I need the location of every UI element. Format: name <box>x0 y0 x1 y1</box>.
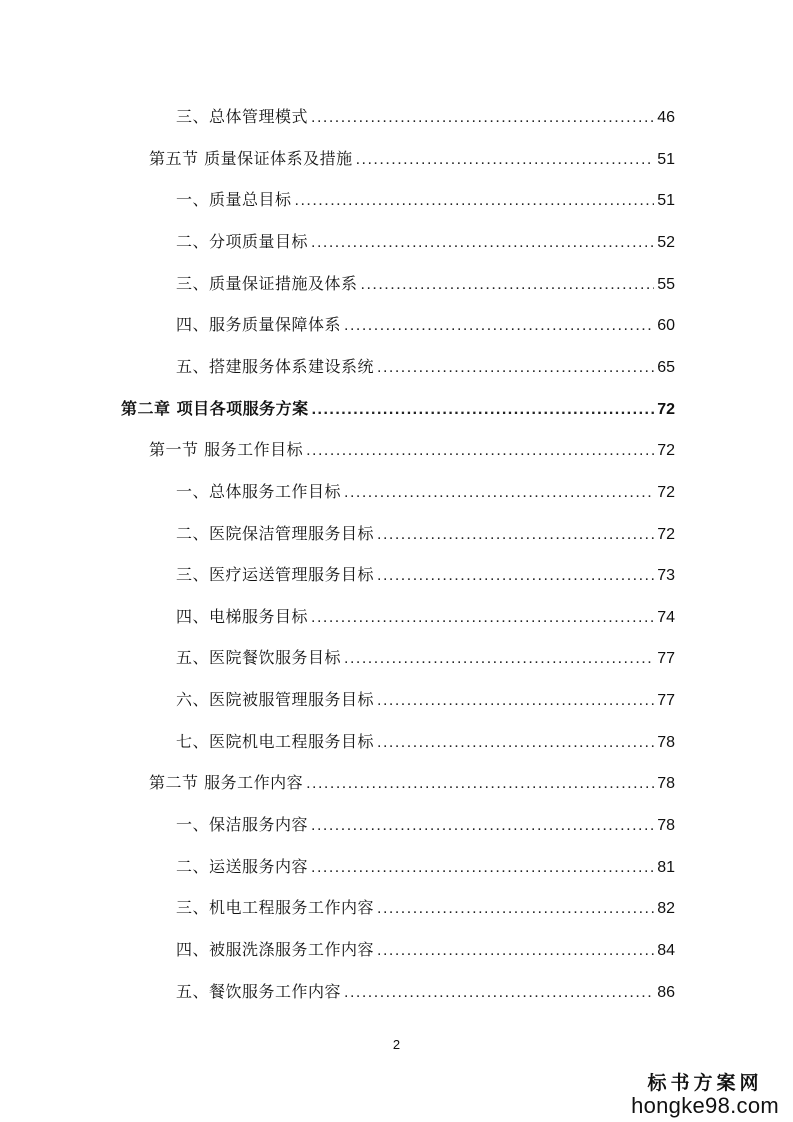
dot-leader <box>306 774 654 794</box>
dot-leader <box>377 566 654 586</box>
toc-entry-title: 七、医院机电工程服务目标 <box>176 732 375 751</box>
toc-entry-title: 二、运送服务内容 <box>176 857 309 876</box>
toc-entry-page: 82 <box>657 900 675 917</box>
toc-entry-title: 三、医疗运送管理服务目标 <box>176 565 375 584</box>
toc-entry-title: 五、餐饮服务工作内容 <box>176 982 342 1001</box>
toc-entry-page: 72 <box>657 484 675 501</box>
dot-leader <box>344 649 654 669</box>
dot-leader <box>312 400 655 420</box>
dot-leader <box>306 441 654 461</box>
toc-entry-page: 84 <box>657 942 675 959</box>
dot-leader <box>344 316 654 336</box>
toc-entry-title: 一、保洁服务内容 <box>176 815 309 834</box>
toc-entry-title: 一、总体服务工作目标 <box>176 482 342 501</box>
toc-entry-page: 65 <box>657 359 675 376</box>
toc-entry[interactable] <box>176 565 675 586</box>
toc-entry-page: 78 <box>657 817 675 834</box>
toc-entry-title: 三、机电工程服务工作内容 <box>176 898 375 917</box>
toc-entry-title: 四、服务质量保障体系 <box>176 315 342 334</box>
toc-entry-title: 三、质量保证措施及体系 <box>176 274 358 293</box>
dot-leader <box>377 733 654 753</box>
toc-entry-title: 第二章 项目各项服务方案 <box>121 399 309 418</box>
toc-entry[interactable] <box>176 315 675 336</box>
dot-leader <box>377 899 654 919</box>
toc-entry[interactable] <box>176 357 675 378</box>
dot-leader <box>311 816 654 836</box>
dot-leader <box>361 275 655 295</box>
dot-leader <box>344 483 654 503</box>
toc-entry-title: 一、质量总目标 <box>176 190 292 209</box>
dot-leader <box>311 108 654 128</box>
toc-entry-page: 86 <box>657 984 675 1001</box>
toc-entry-title: 二、医院保洁管理服务目标 <box>176 524 375 543</box>
watermark-url: hongke98.com <box>631 1093 779 1118</box>
dot-leader <box>344 983 654 1003</box>
toc-entry-page: 72 <box>657 526 675 543</box>
toc-entry[interactable] <box>176 982 675 1003</box>
toc-entry[interactable] <box>176 690 675 711</box>
toc-entry-title: 三、总体管理模式 <box>176 107 309 126</box>
dot-leader <box>377 691 654 711</box>
toc-entry[interactable] <box>176 815 675 836</box>
toc-entry-page: 60 <box>657 317 675 334</box>
toc-entry-page: 77 <box>657 692 675 709</box>
toc-entry-title: 二、分项质量目标 <box>176 232 309 251</box>
dot-leader <box>356 150 655 170</box>
toc-entry[interactable] <box>176 232 675 253</box>
toc-entry[interactable] <box>176 898 675 919</box>
toc-entry-title: 四、电梯服务目标 <box>176 607 309 626</box>
toc-entry[interactable] <box>176 648 675 669</box>
toc-entry-page: 51 <box>657 192 675 209</box>
toc-entry[interactable] <box>176 857 675 878</box>
toc-entry-page: 74 <box>657 609 675 626</box>
toc-entry-title: 第五节 质量保证体系及措施 <box>149 149 353 168</box>
toc-entry[interactable] <box>176 524 675 545</box>
toc-entry[interactable] <box>149 440 675 461</box>
toc-entry[interactable] <box>176 190 675 211</box>
toc-entry[interactable] <box>176 274 675 295</box>
toc-entry-page: 81 <box>657 859 675 876</box>
toc-entry-page: 77 <box>657 650 675 667</box>
toc-entry-title: 四、被服洗涤服务工作内容 <box>176 940 375 959</box>
toc-entry-page: 55 <box>657 276 675 293</box>
toc-entry-page: 73 <box>657 567 675 584</box>
dot-leader <box>311 858 654 878</box>
dot-leader <box>295 191 655 211</box>
toc-entry[interactable] <box>176 607 675 628</box>
toc-entry[interactable] <box>149 773 675 794</box>
toc-entry-page: 51 <box>657 151 675 168</box>
dot-leader <box>377 941 654 961</box>
page-number: 2 <box>392 1037 401 1052</box>
dot-leader <box>377 525 654 545</box>
dot-leader <box>311 608 654 628</box>
toc-entry-title: 五、医院餐饮服务目标 <box>176 648 342 667</box>
toc-entry-page: 52 <box>657 234 675 251</box>
watermark-site-name: 标书方案网 <box>647 1072 763 1094</box>
watermark <box>631 1068 779 1119</box>
toc-entry-title: 六、医院被服管理服务目标 <box>176 690 375 709</box>
toc-entry-page: 46 <box>657 109 675 126</box>
toc-entry[interactable] <box>176 482 675 503</box>
dot-leader <box>377 358 654 378</box>
toc-entry-page: 72 <box>657 401 675 418</box>
toc-entry[interactable] <box>176 732 675 753</box>
toc-entry-page: 72 <box>657 442 675 459</box>
toc-entry-title: 五、搭建服务体系建设系统 <box>176 357 375 376</box>
toc-entry[interactable] <box>121 399 675 420</box>
toc-entry[interactable] <box>176 107 675 128</box>
toc-entry-page: 78 <box>657 775 675 792</box>
toc-entry[interactable] <box>176 940 675 961</box>
dot-leader <box>311 233 654 253</box>
toc-entry[interactable] <box>149 149 675 170</box>
toc-entry-title: 第二节 服务工作内容 <box>149 773 304 792</box>
toc-entry-page: 78 <box>657 734 675 751</box>
toc-entry-title: 第一节 服务工作目标 <box>149 440 304 459</box>
